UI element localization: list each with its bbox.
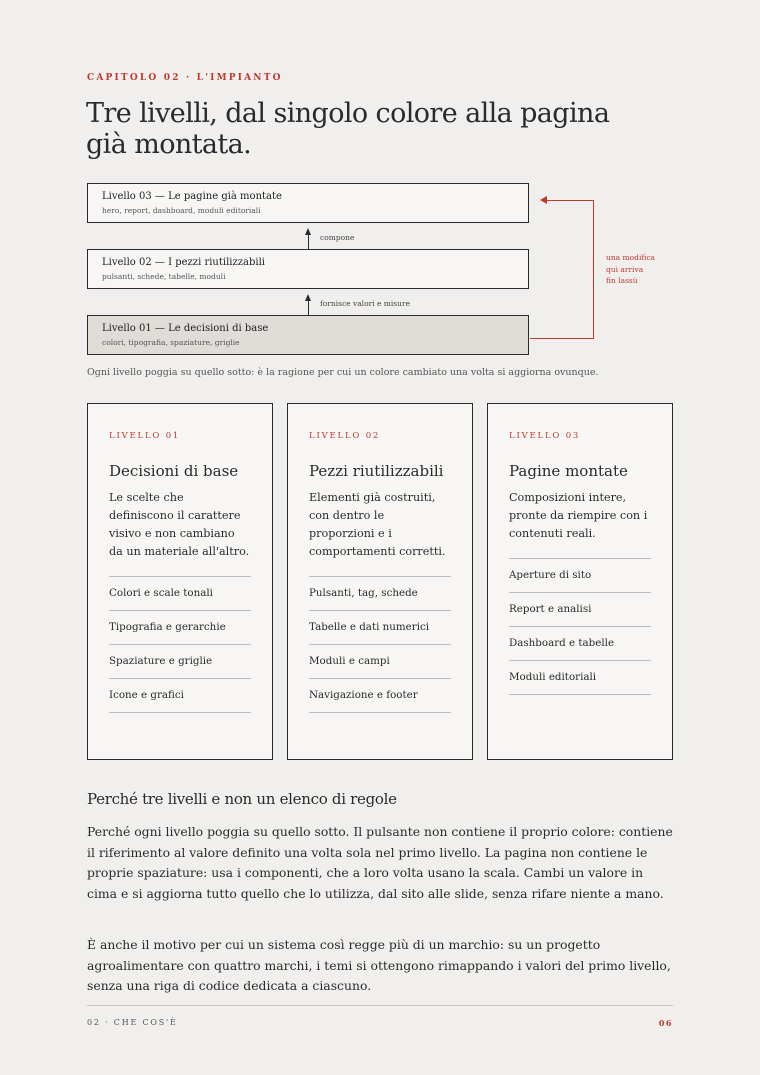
section-heading: Perché tre livelli e non un elenco di regole [87, 790, 397, 808]
list-item: Tipografia e gerarchie [109, 611, 251, 645]
list-item: Icone e grafici [109, 679, 251, 713]
card-kicker: LIVELLO 02 [309, 431, 381, 441]
feedback-line-vertical [593, 200, 594, 339]
feedback-note-line: qui arriva [606, 264, 644, 274]
card-level-01 [87, 403, 273, 760]
level-01-title: Livello 01 — Le decisioni di base [102, 323, 269, 334]
card-list [509, 558, 651, 695]
card-list [109, 576, 251, 713]
footer-section-label: 02 · CHE COS'È [87, 1018, 178, 1027]
body-paragraph: Perché ogni livello poggia su quello sotto. Il pulsante non contiene il proprio colore: contiene il riferimento al valore definito una volta sola nel primo livello. La pagina non contiene le proprie spaziature: usa i componenti, che a loro volta usano la scala. Cambi un valore in cima e si aggiorna tutto quello che lo utilizza, dal sito alle slide, senza rifare niente a mano. [87, 824, 673, 901]
list-item: Navigazione e footer [309, 679, 451, 713]
feedback-line-top [546, 200, 594, 201]
feedback-note-line: fin lassù [606, 276, 638, 285]
card-level-02 [287, 403, 473, 760]
arrow-label-compone: compone [320, 233, 355, 242]
list-item: Aperture di sito [509, 559, 651, 593]
level-02-subtitle: pulsanti, schede, tabelle, moduli [102, 272, 226, 281]
diagram-level-01 [87, 315, 529, 355]
diagram-level-03 [87, 183, 529, 223]
card-heading: Pagine montate [509, 462, 628, 480]
card-list [309, 576, 451, 713]
card-body: Le scelte che definiscono il carattere visivo e non cambiano da un materiale all'altro. [109, 491, 250, 558]
feedback-line-bottom [530, 338, 594, 339]
arrow-connector [308, 299, 309, 315]
chapter-kicker: CAPITOLO 02 · L'IMPIANTO [87, 73, 283, 83]
list-item: Report e analisi [509, 593, 651, 627]
level-02-title: Livello 02 — I pezzi riutilizzabili [102, 257, 265, 268]
card-heading: Decisioni di base [109, 462, 239, 480]
page-title: Tre livelli, dal singolo colore alla pagina già montata. [86, 98, 610, 160]
level-01-subtitle: colori, tipografia, spaziature, griglie [102, 338, 240, 347]
card-kicker: LIVELLO 01 [109, 431, 181, 441]
card-body: Composizioni intere, pronte da riempire con i contenuti reali. [509, 491, 648, 540]
list-item: Moduli editoriali [509, 661, 651, 695]
card-heading: Pezzi riutilizzabili [309, 462, 444, 480]
arrow-label-fornisce: fornisce valori e misure [320, 299, 411, 308]
card-kicker: LIVELLO 03 [509, 431, 581, 441]
diagram-level-02 [87, 249, 529, 289]
list-item: Moduli e campi [309, 645, 451, 679]
level-03-title: Livello 03 — Le pagine già montate [102, 191, 282, 202]
footer-divider [87, 1005, 673, 1006]
feedback-note [606, 252, 655, 287]
arrow-connector [308, 233, 309, 249]
list-item: Colori e scale tonali [109, 577, 251, 611]
card-body: Elementi già costruiti, con dentro le proporzioni e i comportamenti corretti. [309, 491, 446, 558]
page-number: 06 [658, 1018, 673, 1028]
list-item: Pulsanti, tag, schede [309, 577, 451, 611]
list-item: Spaziature e griglie [109, 645, 251, 679]
diagram-caption: Ogni livello poggia su quello sotto: è la ragione per cui un colore cambiato una volta si aggiorna ovunque. [87, 367, 599, 378]
list-item: Dashboard e tabelle [509, 627, 651, 661]
feedback-note-line: una modifica [606, 253, 656, 262]
card-level-03 [487, 403, 673, 760]
body-paragraph: È anche il motivo per cui un sistema così regge più di un marchio: su un progetto agroalimentare con quattro marchi, i temi si ottengono rimappando i valori del primo livello, senza una riga di codice dedicata a ciascuno. [87, 937, 671, 993]
level-03-subtitle: hero, report, dashboard, moduli editoriali [102, 206, 261, 215]
list-item: Tabelle e dati numerici [309, 611, 451, 645]
arrow-left-icon [540, 196, 547, 204]
